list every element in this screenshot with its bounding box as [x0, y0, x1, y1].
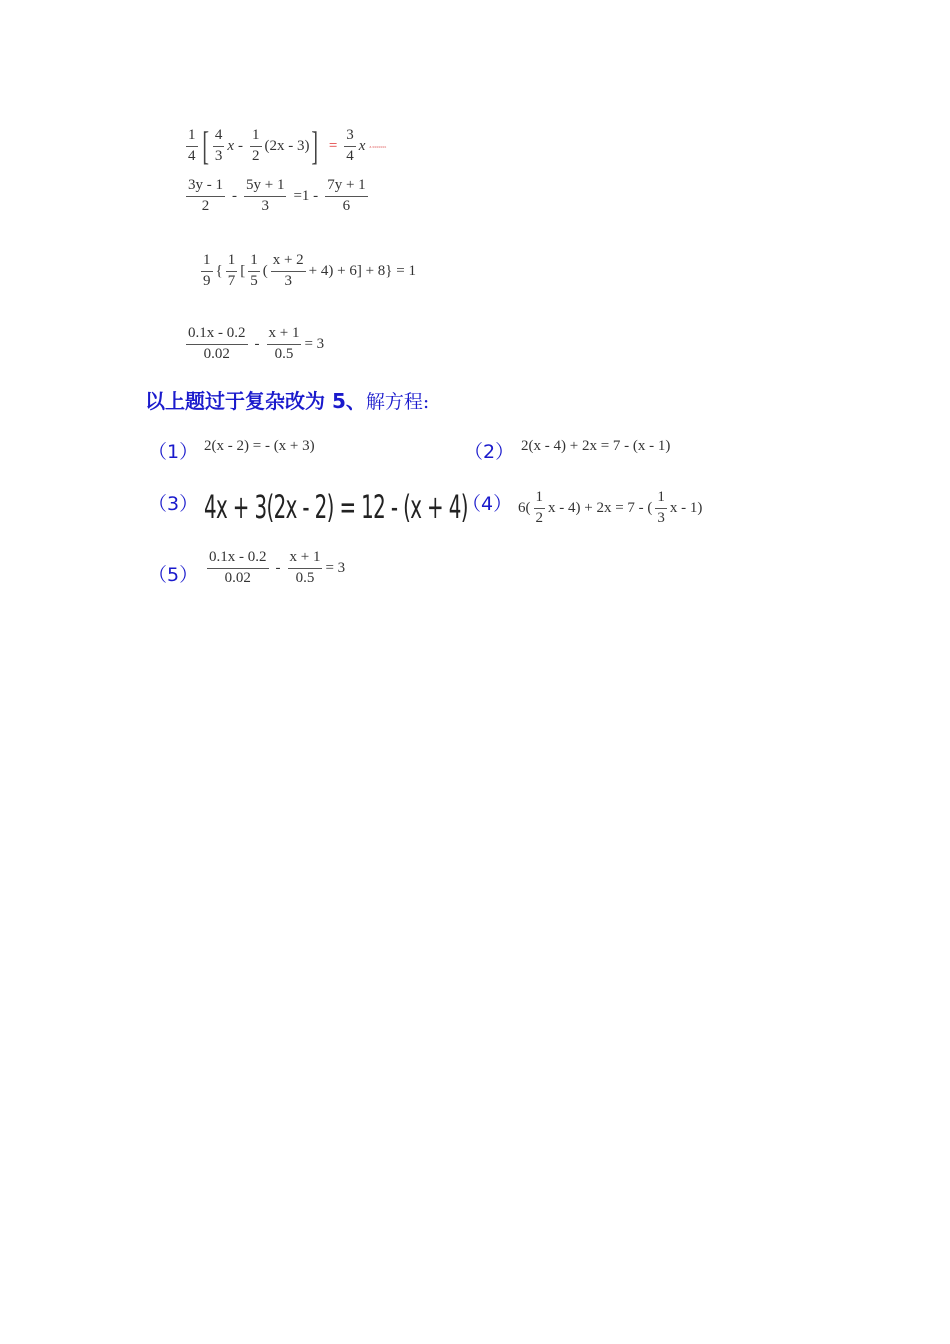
fraction-1-9: $\frac{1}{9}$: [203, 252, 211, 289]
fraction-x+1-over-0.5: $\frac{x + 1}{0.5}$: [289, 549, 321, 586]
problem-2-label: （2）: [464, 441, 515, 463]
problem-1-equation: 2(x - 2) = - (x + 3): [204, 438, 315, 454]
equation-1: $\frac{1}{4}$ [ $\frac{4}{3}$ x - $\frac{1}{2}$ (2x - 3) ] = $\frac{3}{4}$ x a.xxxxxxx: [188, 123, 387, 168]
fraction-1-4: $\frac{1}{4}$: [188, 126, 196, 164]
equation-2: $\frac{3y - 1}{2}$ - $\frac{5y + 1}{3}$ =1 - $\frac{7y + 1}{6}$: [188, 177, 366, 214]
section-heading: 以上题过于复杂改为 5、解方程:: [145, 389, 430, 413]
equation-3: $\frac{1}{9}$ { $\frac{1}{7}$ [ $\frac{1}{5}$ ( $\frac{x + 2}{3}$ + 4) + 6] + 8} = 1: [203, 252, 416, 289]
problem-3-label: （3）: [148, 493, 199, 515]
fraction-x+1-over-0.5: $\frac{x + 1}{0.5}$: [268, 325, 300, 362]
fraction-1-5: $\frac{1}{5}$: [250, 252, 258, 289]
fraction-1-2: $\frac{1}{2}$: [535, 489, 543, 526]
right-bracket: ]: [310, 123, 318, 168]
fraction-7y+1-over-6: $\frac{7y + 1}{6}$: [327, 177, 366, 214]
fraction-3y-1-over-2: $\frac{3y - 1}{2}$: [188, 177, 223, 214]
fraction-x+2-over-3: $\frac{x + 2}{3}$: [272, 252, 304, 289]
equation-3-tail: + 4) + 6] + 8} = 1: [308, 262, 416, 279]
fraction-decimal-1: $\frac{0.1x - 0.2}{0.02}$: [188, 325, 246, 362]
problem-4-equation: 6( $\frac{1}{2}$ x - 4) + 2x = 7 - ( $\frac{1}{3}$ x - 1): [518, 489, 703, 526]
fraction-4-3: $\frac{4}{3}$: [214, 126, 223, 164]
fraction-1-7: $\frac{1}{7}$: [227, 252, 236, 289]
left-bracket: [: [201, 123, 209, 168]
tiny-annotation: a.xxxxxxx: [369, 143, 387, 149]
problem-5-equation: $\frac{0.1x - 0.2}{0.02}$ - $\frac{x + 1}{0.5}$ = 3: [209, 549, 346, 586]
fraction-5y+1-over-3: $\frac{5y + 1}{3}$: [246, 177, 285, 214]
problem-5-label: （5）: [148, 564, 199, 586]
inner-paren-term: (2x - 3): [264, 137, 310, 154]
fraction-3-4: $\frac{3}{4}$: [346, 126, 354, 164]
problem-4-label: （4）: [462, 493, 513, 515]
problem-1-label: （1）: [148, 441, 199, 463]
problem-3-equation: 4x + 3(2x - 2) = 12 - (x + 4): [204, 488, 468, 526]
fraction-decimal-1: $\frac{0.1x - 0.2}{0.02}$: [209, 549, 267, 586]
fraction-1-3: $\frac{1}{3}$: [657, 489, 665, 526]
fraction-1-2: $\frac{1}{2}$: [252, 126, 260, 164]
equation-4: $\frac{0.1x - 0.2}{0.02}$ - $\frac{x + 1}{0.5}$ = 3: [188, 325, 325, 362]
problem-2-equation: 2(x - 4) + 2x = 7 - (x - 1): [521, 438, 671, 454]
